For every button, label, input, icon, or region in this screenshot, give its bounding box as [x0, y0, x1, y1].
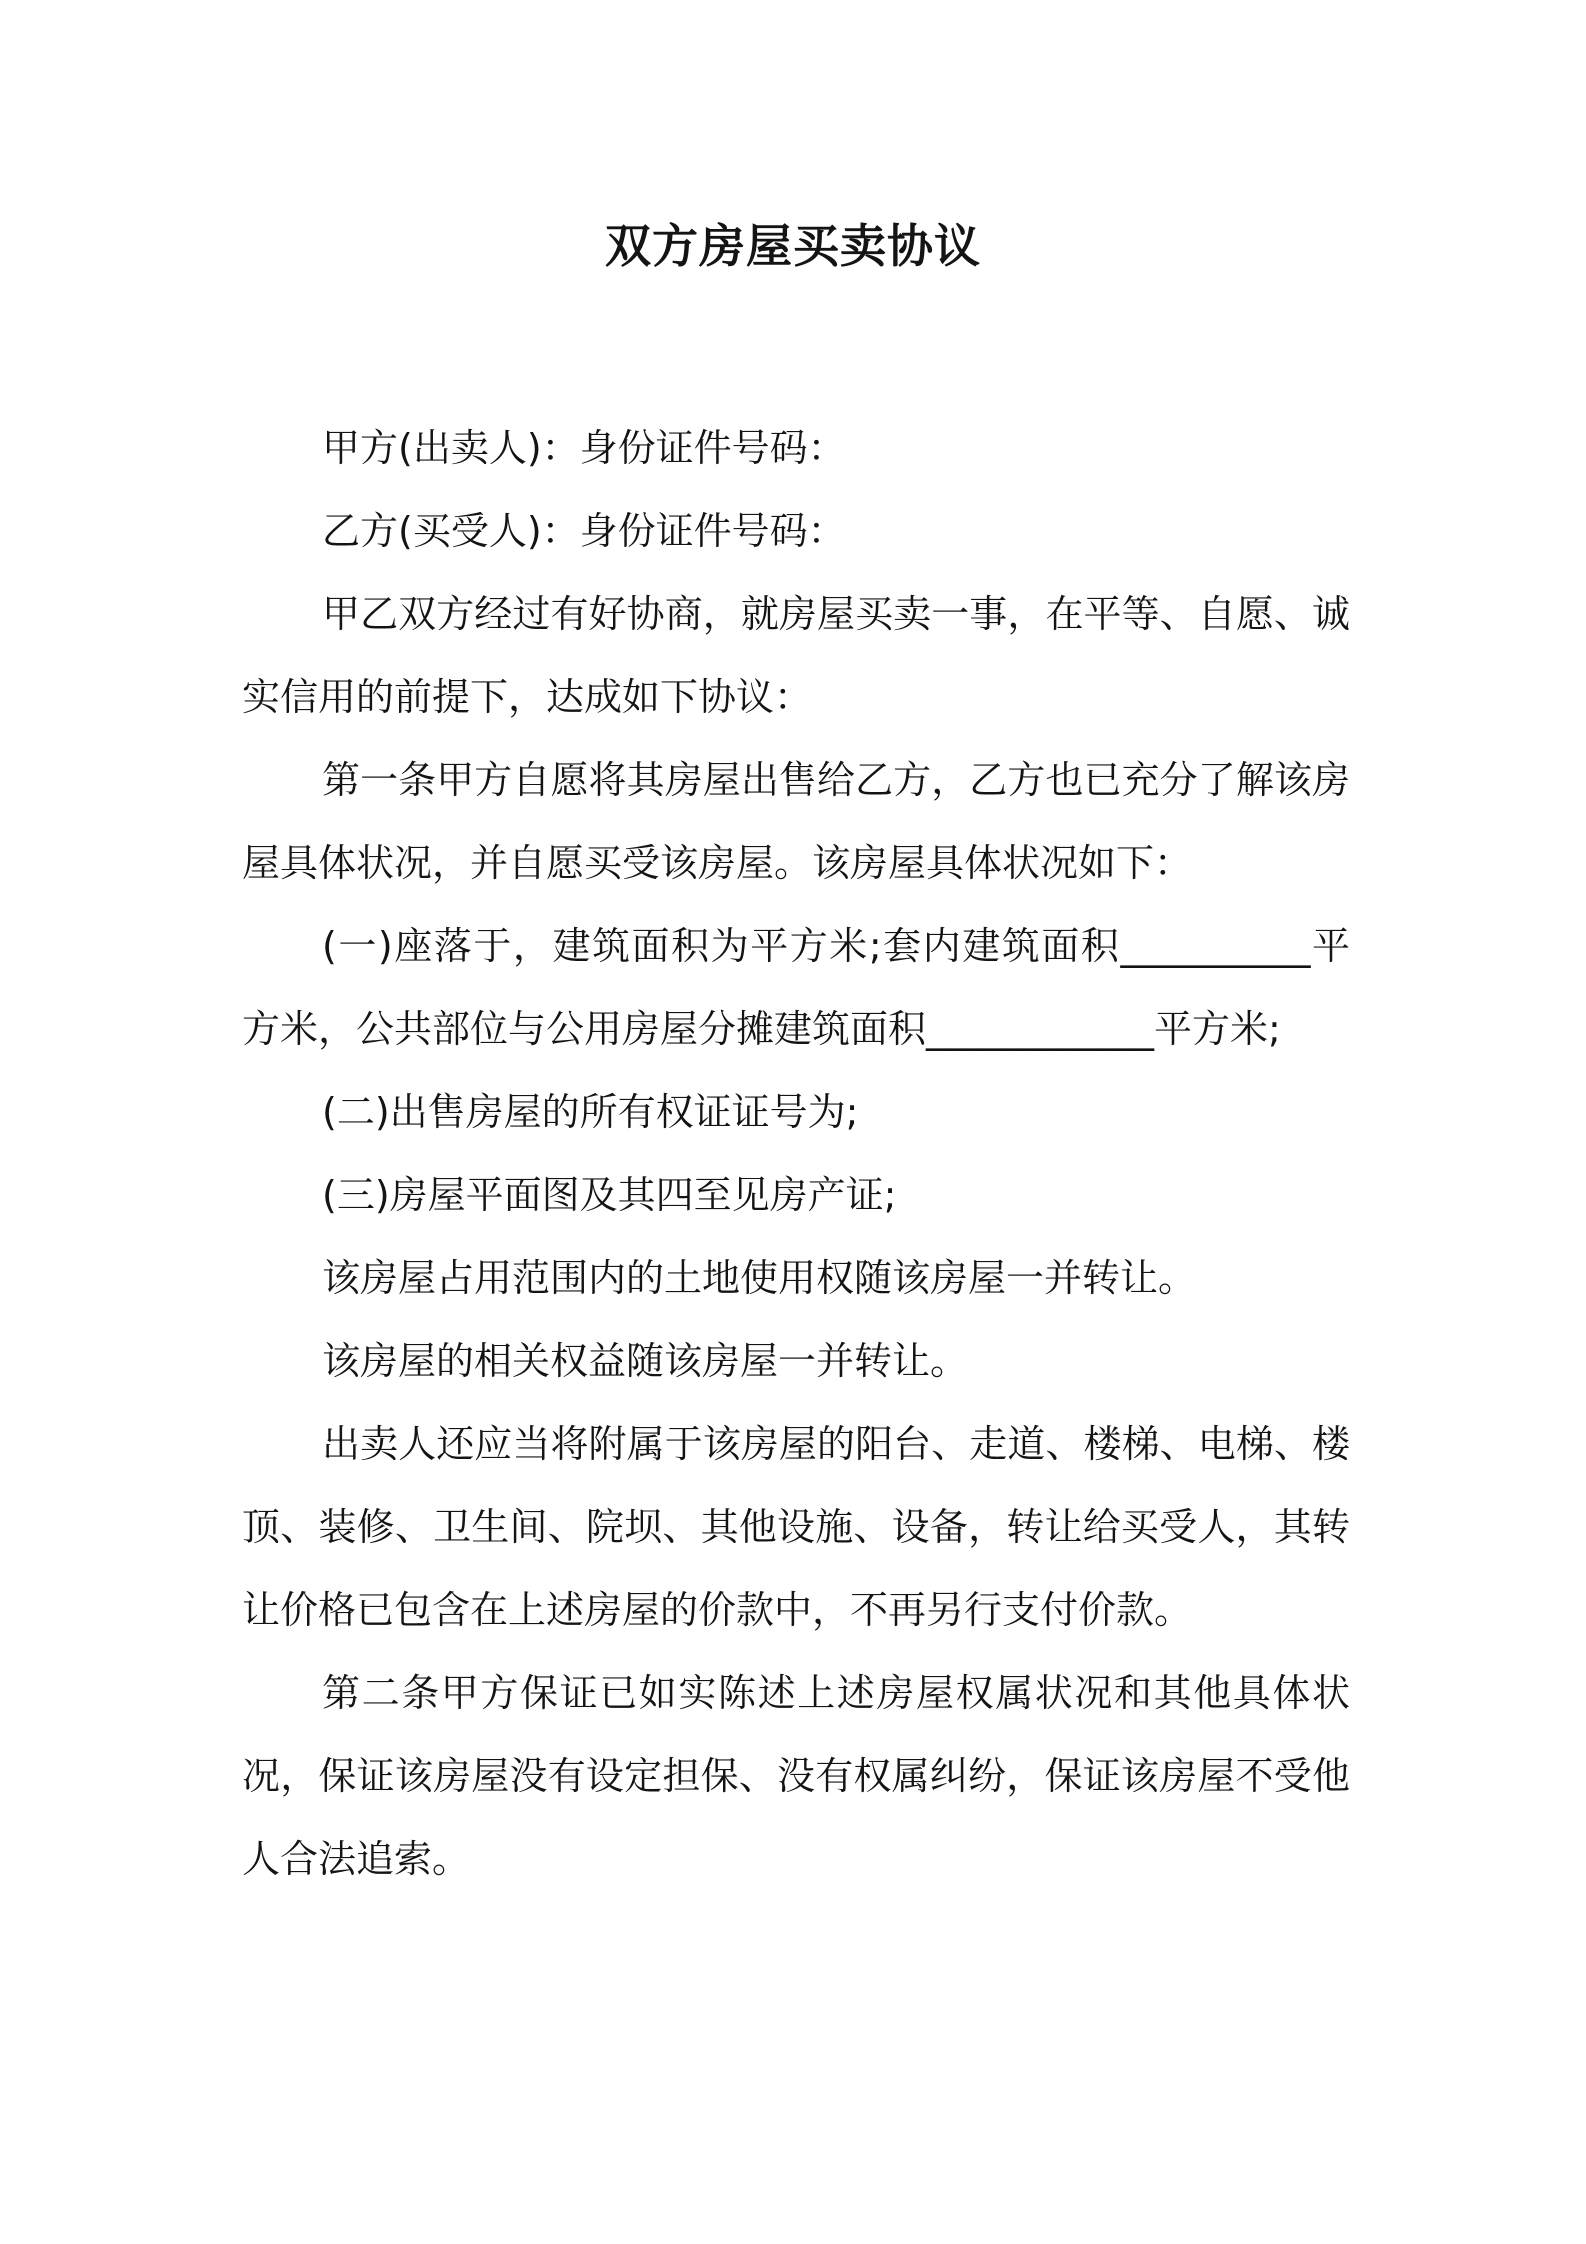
paragraph-preamble: 甲乙双方经过有好协商，就房屋买卖一事，在平等、自愿、诚实信用的前提下，达成如下协议： — [242, 592, 1350, 719]
paragraph-item-1: (一)座落于，建筑面积为平方米;套内建筑面积__________平方米，公共部位与公用房屋分摊建筑面积____________平方米; — [242, 924, 1350, 1051]
paragraph-item-2: (二)出售房屋的所有权证证号为; — [322, 1090, 859, 1134]
paragraph-rights: 该房屋的相关权益随该房屋一并转让。 — [322, 1339, 969, 1383]
paragraph-land-use: 该房屋占用范围内的土地使用权随该房屋一并转让。 — [322, 1256, 1197, 1300]
paragraph-article-1: 第一条甲方自愿将其房屋出售给乙方，乙方也已充分了解该房屋具体状况，并自愿买受该房屋。该房屋具体状况如下： — [242, 758, 1350, 885]
document-title: 双方房屋买卖协议 — [605, 219, 981, 273]
paragraph-attachments: 出卖人还应当将附属于该房屋的阳台、走道、楼梯、电梯、楼顶、装修、卫生间、院坝、其他设施、设备，转让给买受人，其转让价格已包含在上述房屋的价款中，不再另行支付价款。 — [242, 1422, 1350, 1632]
paragraph-item-3: (三)房屋平面图及其四至见房产证; — [322, 1173, 897, 1217]
paragraph-party-a: 甲方(出卖人)：身份证件号码： — [322, 426, 846, 470]
document-body — [242, 407, 1350, 1901]
paragraph-article-2: 第二条甲方保证已如实陈述上述房屋权属状况和其他具体状况，保证该房屋没有设定担保、没有权属纠纷，保证该房屋不受他人合法追索。 — [242, 1671, 1350, 1881]
paragraph-party-b: 乙方(买受人)：身份证件号码： — [322, 509, 846, 553]
